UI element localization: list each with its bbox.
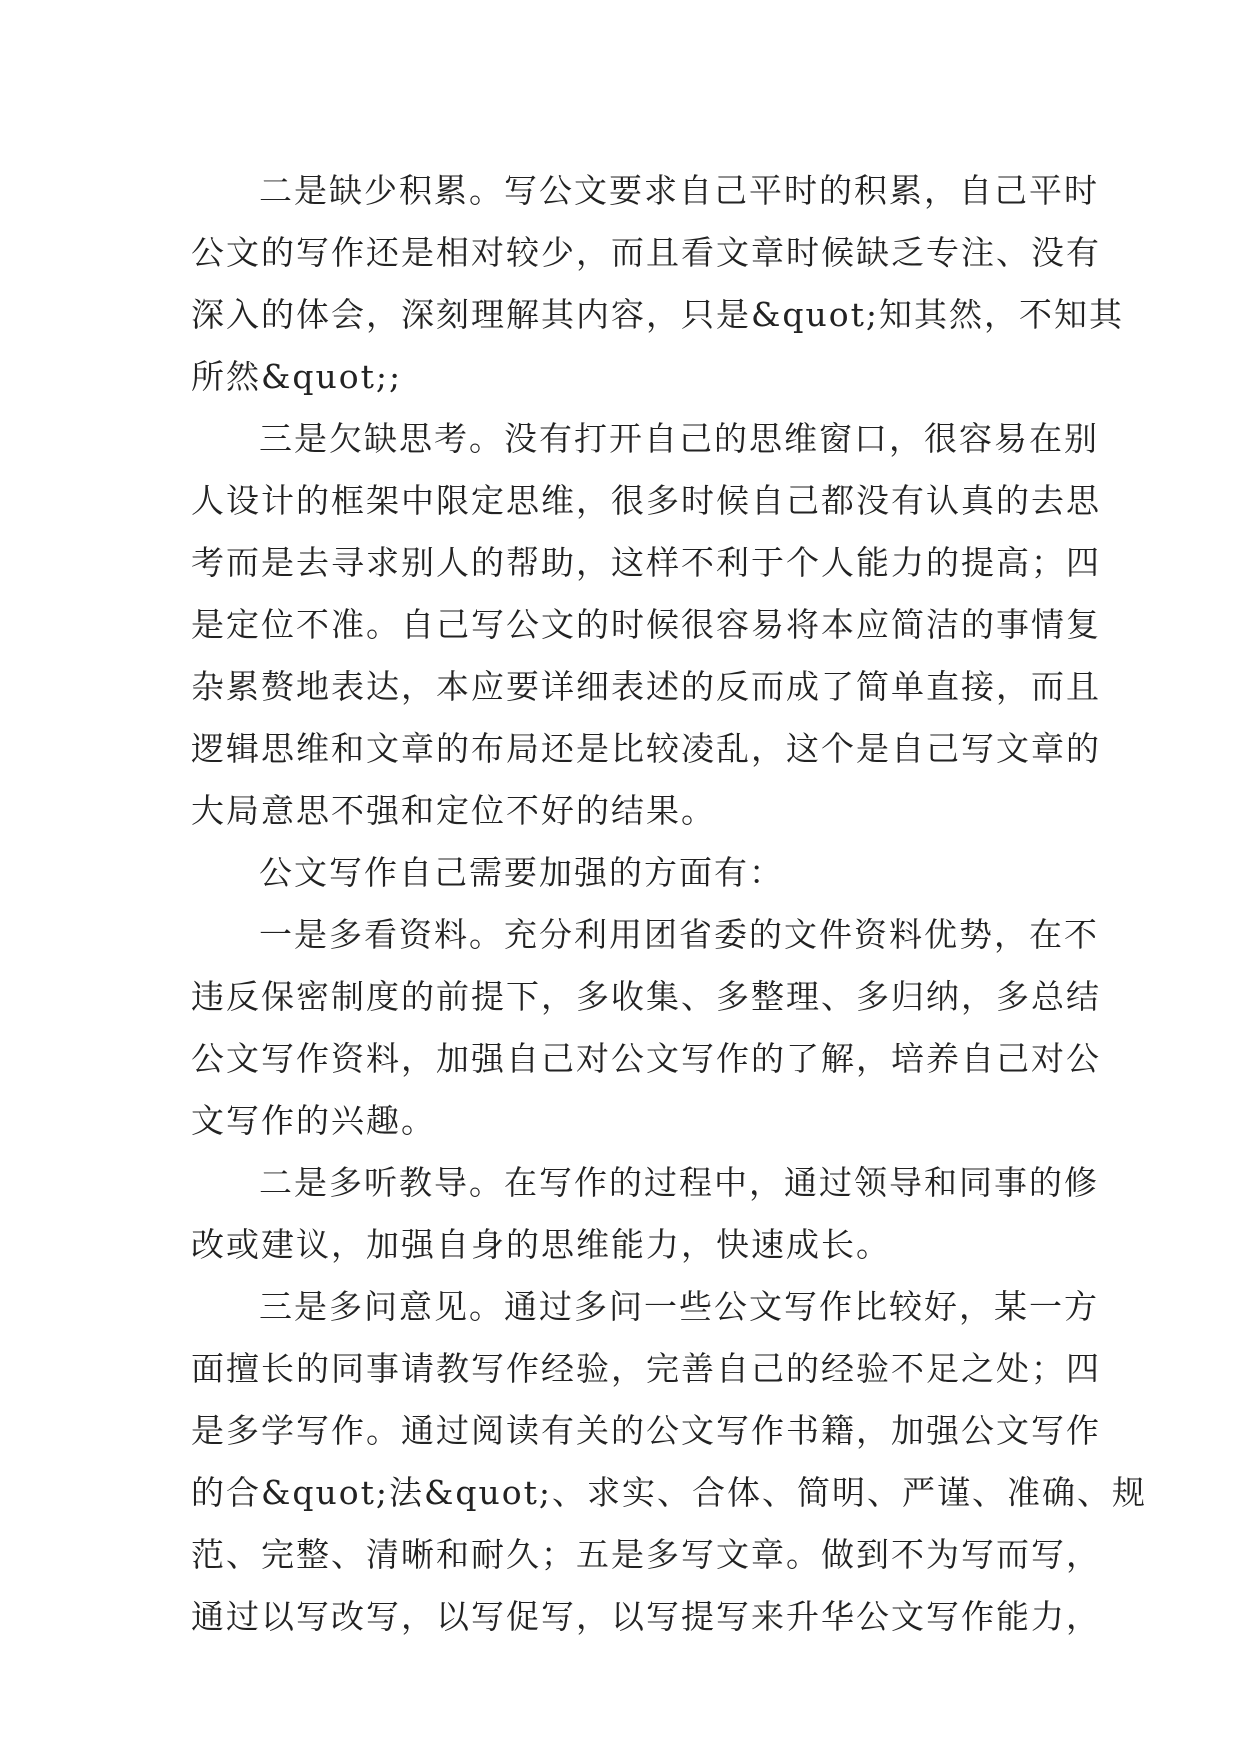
text-line: 深入的体会，深刻理解其内容，只是&quot;知其然，不知其 bbox=[191, 295, 1124, 334]
text-line: 三是多问意见。通过多问一些公文写作比较好，某一方 bbox=[259, 1287, 1099, 1326]
text-line: 面擅长的同事请教写作经验，完善自己的经验不足之处；四 bbox=[191, 1349, 1101, 1388]
text-line: 三是欠缺思考。没有打开自己的思维窗口，很容易在别 bbox=[259, 419, 1099, 458]
text-line: 二是多听教导。在写作的过程中，通过领导和同事的修 bbox=[259, 1163, 1099, 1202]
text-line: 公文的写作还是相对较少，而且看文章时候缺乏专注、没有 bbox=[191, 233, 1101, 272]
text-line: 二是缺少积累。写公文要求自己平时的积累，自己平时 bbox=[259, 171, 1099, 210]
text-line: 所然&quot;; bbox=[191, 357, 403, 396]
text-line: 是多学写作。通过阅读有关的公文写作书籍，加强公文写作 bbox=[191, 1411, 1101, 1450]
text-line: 通过以写改写，以写促写，以写提写来升华公文写作能力， bbox=[191, 1597, 1101, 1636]
text-line: 人设计的框架中限定思维，很多时候自己都没有认真的去思 bbox=[191, 481, 1101, 520]
document-body bbox=[191, 160, 1147, 1648]
text-line: 考而是去寻求别人的帮助，这样不利于个人能力的提高；四 bbox=[191, 543, 1101, 582]
text-line: 一是多看资料。充分利用团省委的文件资料优势，在不 bbox=[259, 915, 1099, 954]
text-line: 违反保密制度的前提下，多收集、多整理、多归纳，多总结 bbox=[191, 977, 1101, 1016]
text-line: 改或建议，加强自身的思维能力，快速成长。 bbox=[191, 1225, 891, 1264]
text-line: 的合&quot;法&quot;、求实、合体、简明、严谨、准确、规 bbox=[191, 1473, 1147, 1512]
text-line: 杂累赘地表达，本应要详细表述的反而成了简单直接，而且 bbox=[191, 667, 1101, 706]
text-line: 范、完整、清晰和耐久；五是多写文章。做到不为写而写， bbox=[191, 1535, 1101, 1574]
text-line: 公文写作自己需要加强的方面有： bbox=[259, 853, 784, 892]
text-line: 是定位不准。自己写公文的时候很容易将本应简洁的事情复 bbox=[191, 605, 1101, 644]
text-line: 大局意思不强和定位不好的结果。 bbox=[191, 791, 716, 830]
text-line: 公文写作资料，加强自己对公文写作的了解，培养自己对公 bbox=[191, 1039, 1101, 1078]
text-line: 文写作的兴趣。 bbox=[191, 1101, 436, 1140]
text-line: 逻辑思维和文章的布局还是比较凌乱，这个是自己写文章的 bbox=[191, 729, 1101, 768]
